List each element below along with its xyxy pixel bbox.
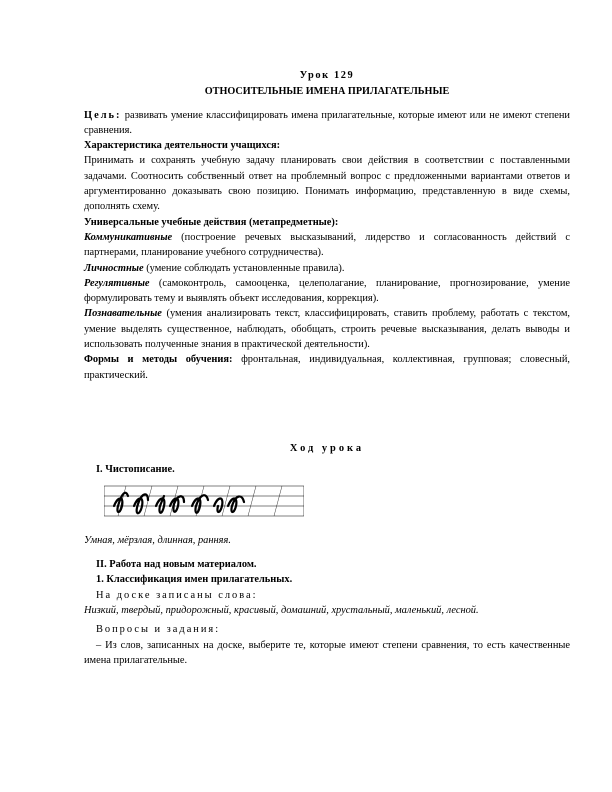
handwriting-sample-image bbox=[104, 482, 304, 520]
personal-text: (умение соблюдать установленные правила). bbox=[143, 262, 345, 274]
goal-paragraph bbox=[84, 108, 570, 139]
regulative-label: Регулятивные bbox=[84, 277, 150, 289]
communicative-label: Коммуникативные bbox=[84, 231, 173, 243]
regulative-text: (самоконтроль, самооценка, целеполагание, планирование, прогнозирование, умение формулировать тему и выявлять объект исследования, коррекция). bbox=[84, 277, 570, 305]
lesson-title: ОТНОСИТЕЛЬНЫЕ ИМЕНА ПРИЛАГАТЕЛЬНЫЕ bbox=[204, 86, 450, 98]
course-heading: Ход урока bbox=[289, 442, 365, 454]
section2-sub1: 1. Классификация имен прилагательных. bbox=[96, 574, 293, 586]
forms-label: Формы и методы обучения: bbox=[84, 354, 233, 366]
board-words: Низкий, твердый, придорожный, красивый, домашний, хрустальный, маленький, лесной. bbox=[84, 605, 479, 617]
uud-regulative bbox=[84, 276, 570, 307]
activity-heading: Характеристика деятельности учащихся: bbox=[84, 140, 281, 152]
uud-cognitive bbox=[84, 306, 570, 352]
cognitive-label: Познавательные bbox=[84, 308, 162, 320]
communicative-text: (построение речевых высказываний, лидерство и согласованность действий с партнерами, планирование учебного сотрудничества). bbox=[84, 231, 570, 259]
uud-communicative bbox=[84, 230, 570, 261]
questions-label: Вопросы и задания: bbox=[96, 624, 221, 636]
uud-heading: Универсальные учебные действия (метапредметные): bbox=[84, 216, 339, 228]
section1-heading: I. Чистописание. bbox=[96, 464, 175, 476]
handwriting-words: Умная, мёрзлая, длинная, ранняя. bbox=[84, 534, 231, 546]
section2-heading: II. Работа над новым материалом. bbox=[96, 559, 257, 571]
lesson-number: Урок 129 bbox=[299, 70, 355, 81]
cognitive-text: (умения анализировать текст, классифицировать, ставить проблему, работать с текстом, умение выделять существенное, наблюдать, обобщать, строить речевые высказывания, делать выводы и использовать полученные знания в практической деятельности). bbox=[84, 308, 570, 351]
goal-label: Цель: bbox=[84, 109, 122, 121]
forms-text: фронтальная, индивидуальная, коллективная, групповая; словесный, практический. bbox=[84, 354, 570, 381]
personal-label: Личностные bbox=[84, 262, 144, 274]
board-label: На доске записаны слова: bbox=[96, 589, 258, 601]
activity-text: Принимать и сохранять учебную задачу планировать свои действия в соответствии с поставленными задачами. Соотносить собственный ответ на проблемный вопрос с предложенными вариантами ответов и аргументированно доказывать свою позицию. Понимать информацию, представленную в виде схемы, дополнять схему. bbox=[84, 155, 570, 213]
question-1: – Из слов, записанных на доске, выберите те, которые имеют степени сравнения, то есть качественные имена прилагательные. bbox=[84, 639, 570, 666]
uud-personal bbox=[84, 261, 570, 276]
document-page bbox=[84, 68, 570, 668]
forms-paragraph bbox=[84, 352, 570, 383]
goal-text: развивать умение классифицировать имена прилагательные, которые имеют или не имеют степени сравнения. bbox=[84, 109, 570, 136]
